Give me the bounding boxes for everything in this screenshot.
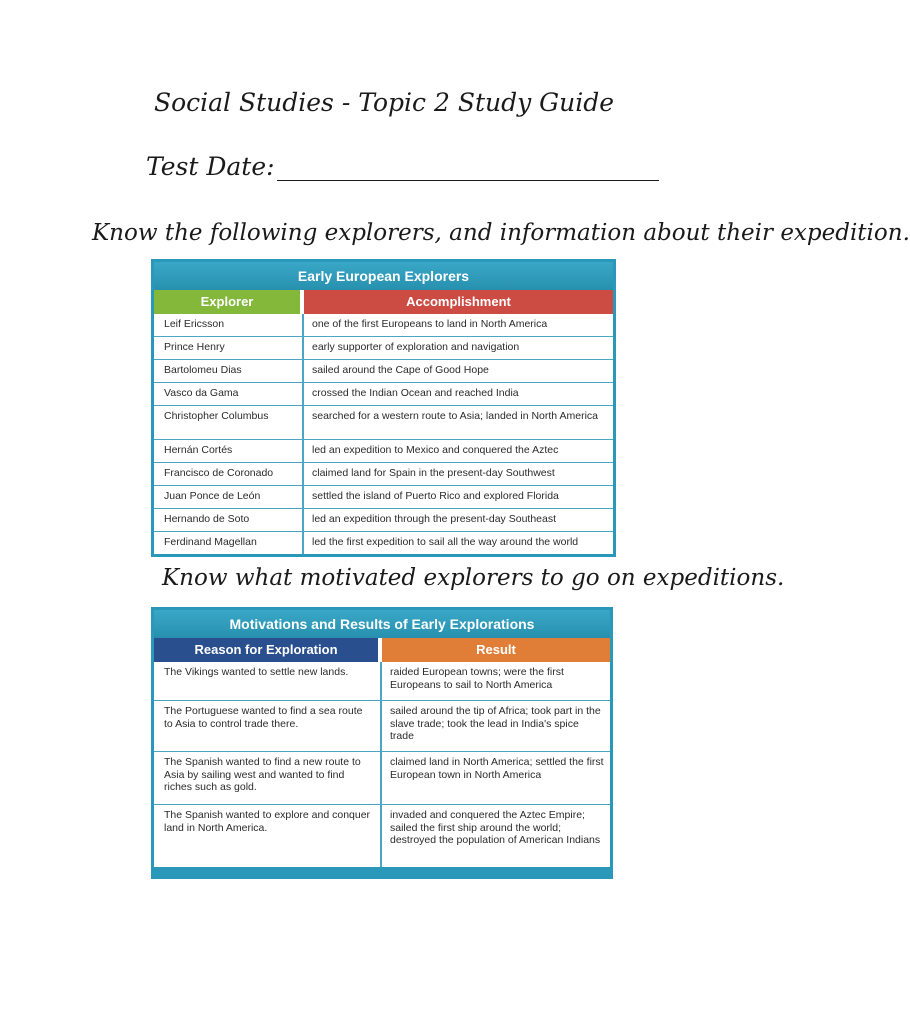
explorer-accomplishment: searched for a western route to Asia; landed in North America <box>302 406 613 439</box>
explorer-name: Hernando de Soto <box>164 513 250 525</box>
result-cell: sailed around the tip of Africa; took part in the slave trade; took the lead in India's spice trade <box>380 701 610 751</box>
table-row <box>154 700 610 751</box>
test-date-label: Test Date: <box>146 152 275 181</box>
motivations-table-title: Motivations and Results of Early Explorations <box>154 610 610 638</box>
table-row <box>154 405 613 439</box>
explorers-table-header <box>154 290 613 314</box>
explorer-accomplishment: crossed the Indian Ocean and reached India <box>302 383 613 405</box>
table-row <box>154 485 613 508</box>
explorer-accomplishment: led the first expedition to sail all the way around the world <box>302 532 613 554</box>
table-row <box>154 439 613 462</box>
explorer-accomplishment: sailed around the Cape of Good Hope <box>302 360 613 382</box>
instruction-motivations: Know what motivated explorers to go on expeditions. <box>162 565 785 591</box>
explorer-name: Hernán Cortés <box>164 444 233 456</box>
explorer-accomplishment: one of the first Europeans to land in North America <box>302 314 613 336</box>
reason-cell: The Spanish wanted to find a new route to Asia by sailing west and wanted to find riches such as gold. <box>164 756 361 793</box>
table-row <box>154 359 613 382</box>
table-row <box>154 382 613 405</box>
table-row <box>154 314 613 336</box>
table-row <box>154 662 610 700</box>
result-cell: claimed land in North America; settled the first European town in North America <box>380 752 610 804</box>
header-explorer: Explorer <box>154 290 300 314</box>
explorer-accomplishment: claimed land for Spain in the present-day Southwest <box>302 463 613 485</box>
result-cell: raided European towns; were the first Europeans to sail to North America <box>380 662 610 700</box>
test-date-line <box>146 152 659 181</box>
explorers-table-title: Early European Explorers <box>154 262 613 290</box>
explorer-accomplishment: led an expedition to Mexico and conquered the Aztec <box>302 440 613 462</box>
header-reason: Reason for Exploration <box>154 638 378 662</box>
reason-cell: The Spanish wanted to explore and conquer land in North America. <box>164 809 371 834</box>
header-accomplishment: Accomplishment <box>304 290 613 314</box>
table-row <box>154 804 610 867</box>
explorer-name: Vasco da Gama <box>164 387 239 399</box>
motivations-table-body <box>154 662 610 867</box>
table-row <box>154 462 613 485</box>
explorer-accomplishment: led an expedition through the present-day Southeast <box>302 509 613 531</box>
result-cell: invaded and conquered the Aztec Empire; sailed the first ship around the world; destroyed the population of American Indians <box>380 805 610 867</box>
page-title: Social Studies - Topic 2 Study Guide <box>153 88 615 117</box>
instruction-explorers: Know the following explorers, and information about their expedition. <box>92 220 910 246</box>
reason-cell: The Vikings wanted to settle new lands. <box>164 666 349 678</box>
explorer-accomplishment: early supporter of exploration and navigation <box>302 337 613 359</box>
motivations-table <box>151 607 613 879</box>
header-result: Result <box>382 638 610 662</box>
explorer-name: Leif Ericsson <box>164 318 225 330</box>
explorer-accomplishment: settled the island of Puerto Rico and explored Florida <box>302 486 613 508</box>
explorer-name: Bartolomeu Dias <box>164 364 242 376</box>
table-row <box>154 336 613 359</box>
explorer-name: Francisco de Coronado <box>164 467 274 479</box>
motivations-table-header <box>154 638 610 662</box>
table-row <box>154 531 613 554</box>
table-row <box>154 751 610 804</box>
reason-cell: The Portuguese wanted to find a sea route to Asia to control trade there. <box>164 705 363 730</box>
explorer-name: Prince Henry <box>164 341 225 353</box>
test-date-blank <box>277 156 659 181</box>
explorers-table <box>151 259 616 557</box>
explorer-name: Christopher Columbus <box>164 410 269 422</box>
explorer-name: Ferdinand Magellan <box>164 536 257 548</box>
table-row <box>154 508 613 531</box>
explorer-name: Juan Ponce de León <box>164 490 261 502</box>
explorers-table-body <box>154 314 613 554</box>
